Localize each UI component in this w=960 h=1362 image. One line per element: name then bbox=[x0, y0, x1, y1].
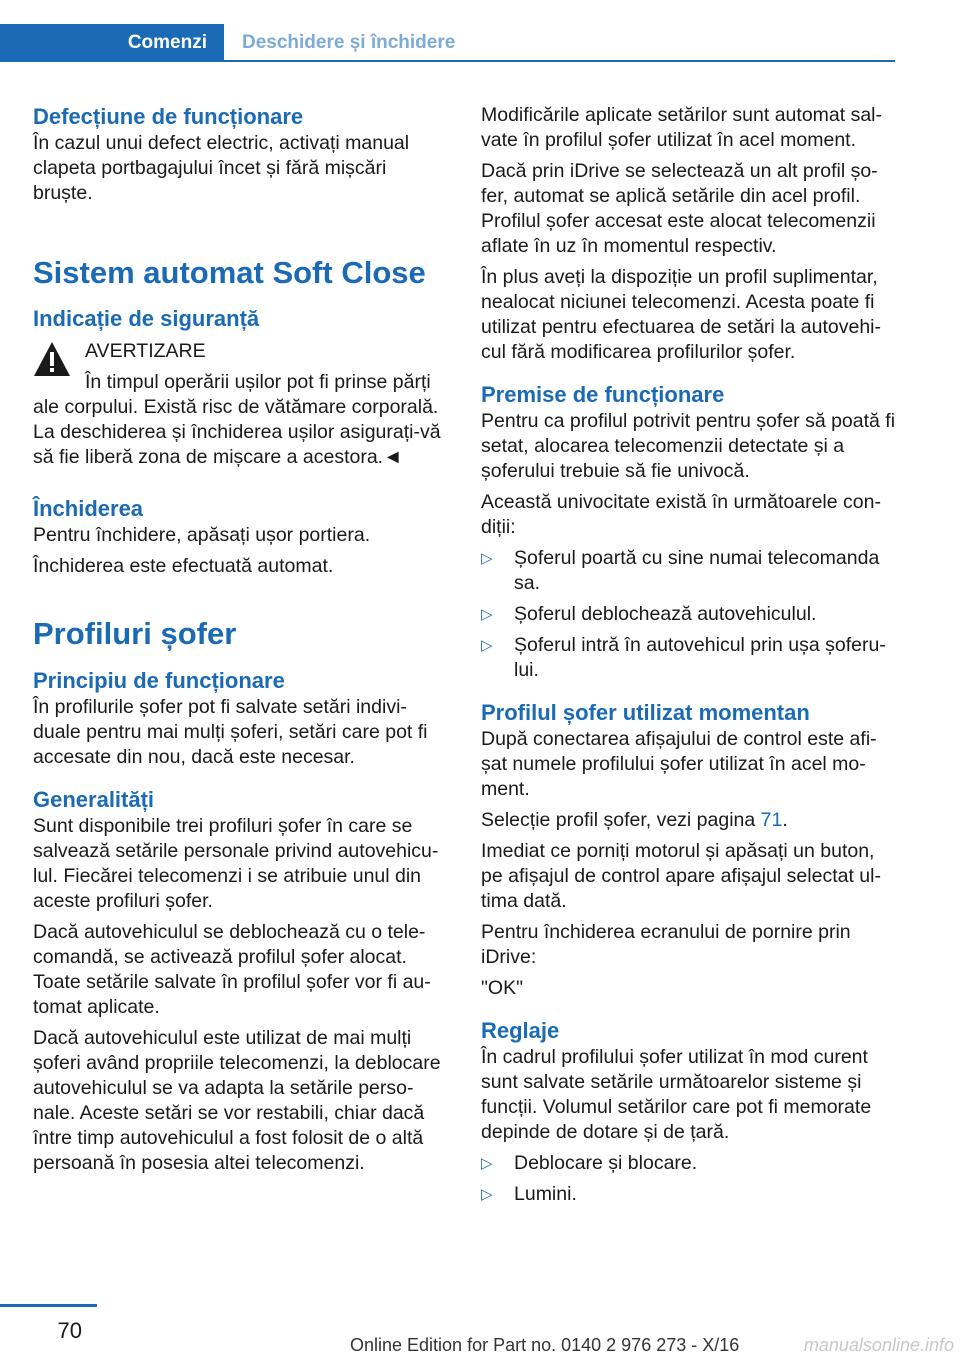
list-item bbox=[481, 1151, 896, 1176]
heading-closing: Închiderea bbox=[33, 496, 144, 521]
heading-driver-profiles: Profiluri șofer bbox=[33, 616, 237, 651]
text-period: . bbox=[782, 809, 788, 831]
right-column bbox=[481, 103, 896, 1207]
paragraph-defect: În cazul unui defect electric, activați manual clapeta portbagajului încet și fără mișcări bruște. bbox=[33, 132, 410, 204]
paragraph-current-3: Imediat ce porniți motorul și apăsați un buton, pe afișajul de control apare afișajul selectat ul-tima dată. bbox=[481, 840, 881, 912]
list-item bbox=[481, 633, 896, 683]
list-item-text: Lumini. bbox=[514, 1183, 577, 1205]
paragraph-settings: În cadrul profilului șofer utilizat în mod curent sunt salvate setările următoarelor sisteme și funcții. Volumul setărilor care pot fi memorate depinde de dotare și de țară. bbox=[481, 1046, 872, 1143]
list-item-text: Șoferul deblochează autovehiculul. bbox=[514, 603, 817, 625]
paragraph-general-2: Dacă autovehiculul se deblochează cu o tele-comandă, se activează profilul șofer alocat. Toate setările salvate în profilul șofer vor fi au-tomat aplicate. bbox=[33, 921, 431, 1018]
heading-settings: Reglaje bbox=[481, 1018, 560, 1043]
heading-soft-close: Sistem automat Soft Close bbox=[33, 255, 426, 290]
left-column bbox=[33, 103, 448, 1176]
paragraph-closing-2: Închiderea este efectuată automat. bbox=[33, 555, 334, 577]
footer-rule bbox=[0, 1304, 97, 1307]
list-item bbox=[481, 1182, 896, 1207]
warning-title: AVERTIZARE bbox=[85, 340, 206, 362]
paragraph-general-3: Dacă autovehiculul este utilizat de mai mulți șoferi având propriile telecomenzi, la deblocare autovehiculul se va adapta la setările perso-nale. Aceste setări se vor restabili, chiar dacă între timp autovehiculul a fost folosit de o altă persoană în posesia altei telecomenzi. bbox=[33, 1027, 441, 1174]
list-item-text: Șoferul intră în autovehicul prin ușa șoferu-lui. bbox=[514, 634, 886, 681]
heading-current-profile: Profilul șofer utilizat momentan bbox=[481, 700, 810, 725]
bullet-triangle-icon: ▷ bbox=[481, 1155, 493, 1172]
paragraph-general-1: Sunt disponibile trei profiluri șofer în care se salvează setările personale privind autovehicu-lul. Fiecărei telecomenzi i se atribuie unul din aceste profiluri șofer. bbox=[33, 815, 439, 912]
list-item bbox=[481, 602, 896, 627]
paragraph-saved: Modificările aplicate setărilor sunt automat sal-vate în profilul șofer utilizat în acel moment. bbox=[481, 104, 883, 151]
paragraph-premise-2: Această univocitate există în următoarele con-diții: bbox=[481, 491, 881, 538]
heading-general: Generalități bbox=[33, 787, 155, 812]
paragraph-extra-profile: În plus aveți la dispoziție un profil suplimentar, nealocat niciunei telecomenzi. Acesta poate fi utilizat pentru efectuarea de setări la autovehi-cul fără modificarea profilurilor șofer. bbox=[481, 266, 881, 363]
warning-text: ale corpului. Există risc de vătămare corporală. La deschiderea și închiderea ușilor asigurați-vă să fie liberă zona de mișcare a acestora.◄ bbox=[33, 396, 441, 468]
bullet-triangle-icon: ▷ bbox=[481, 637, 493, 654]
list-item-text: Deblocare și blocare. bbox=[514, 1152, 698, 1174]
heading-defect: Defecțiune de funcționare bbox=[33, 104, 304, 129]
list-item-text: Șoferul poartă cu sine numai telecomanda sa. bbox=[514, 547, 880, 594]
heading-safety: Indicație de siguranță bbox=[33, 306, 260, 331]
list-item bbox=[481, 546, 896, 596]
text-select-profile: Selecție profil șofer, vezi pagina bbox=[481, 809, 761, 831]
heading-principle: Principiu de funcționare bbox=[33, 668, 285, 693]
page-number: 70 bbox=[57, 1318, 82, 1343]
paragraph-ok: "OK" bbox=[481, 977, 524, 999]
paragraph-idrive-profile: Dacă prin iDrive se selectează un alt profil șo-fer, automat se aplică setările din acel profil. Profilul șofer accesat este alocat telecomenzii aflate în uz în momentul respectiv. bbox=[481, 160, 878, 257]
warning-block bbox=[33, 339, 448, 395]
edition-text: Online Edition for Part no. 0140 2 976 273 - X/16 bbox=[350, 1335, 740, 1355]
paragraph-current-1: După conectarea afișajului de control este afi-șat numele profilului șofer utilizat în acel mo-ment. bbox=[481, 728, 877, 800]
bullet-triangle-icon: ▷ bbox=[481, 606, 493, 623]
warning-triangle-icon bbox=[33, 341, 71, 377]
heading-premise: Premise de funcționare bbox=[481, 382, 725, 407]
paragraph-principle: În profilurile șofer pot fi salvate setări indivi-duale pentru mai mulți șoferi, setări care pot fi accesate din nou, dacă este necesar. bbox=[33, 696, 428, 768]
chapter-tab: Comenzi bbox=[0, 24, 224, 62]
watermark: manualsonline.info bbox=[803, 1335, 954, 1355]
paragraph-premise-1: Pentru ca profilul potrivit pentru șofer să poată fi setat, alocarea telecomenzii detectate și a șoferului trebuie să fie univocă. bbox=[481, 410, 896, 482]
page-header bbox=[0, 24, 895, 62]
paragraph-current-2 bbox=[481, 808, 896, 833]
bullet-triangle-icon: ▷ bbox=[481, 1186, 493, 1203]
bullet-triangle-icon: ▷ bbox=[481, 550, 493, 567]
paragraph-current-4: Pentru închiderea ecranului de pornire prin iDrive: bbox=[481, 921, 851, 968]
section-tab: Deschidere și închidere bbox=[242, 32, 456, 53]
page-link[interactable]: 71 bbox=[760, 809, 783, 831]
paragraph-closing-1: Pentru închidere, apăsați ușor portiera. bbox=[33, 524, 371, 546]
warning-text-line1: În timpul operării ușilor pot fi prinse părți bbox=[85, 371, 431, 393]
